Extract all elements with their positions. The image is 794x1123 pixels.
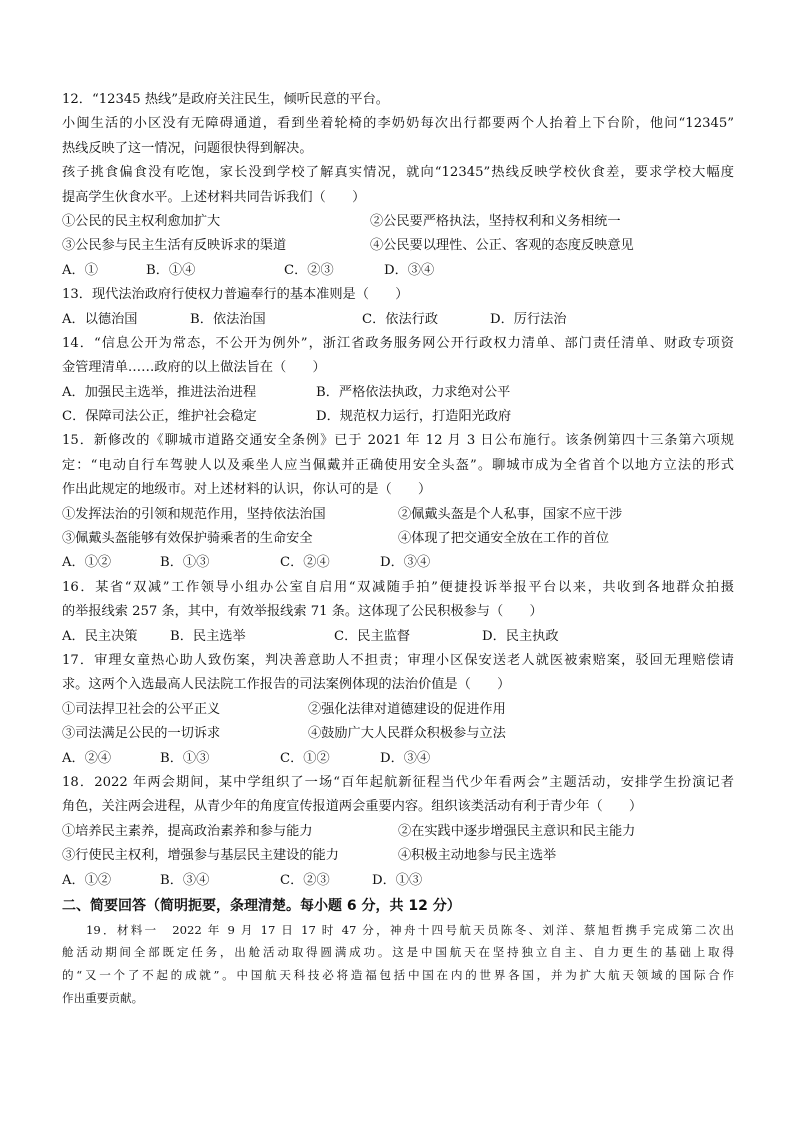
q13-option-a: A．以德治国: [62, 311, 138, 327]
q17-option-d: D．③④: [380, 750, 431, 766]
q12-stem-line: 热线反映了这一情况，问题很快得到解决。: [62, 140, 313, 156]
question-14: [62, 332, 734, 430]
q15-statement-1: ①发挥法治的引领和规范作用，坚持依法治国: [62, 506, 326, 522]
q12-option-c: C．②③: [284, 262, 334, 278]
q18-statement-3: ③行使民主权利，增强参与基层民主建设的能力: [62, 848, 339, 864]
q12-option-d: D．③④: [384, 262, 435, 278]
q15-option-a: A．①②: [62, 555, 112, 571]
q18-statement-1: ①培养民主素养，提高政治素养和参与能力: [62, 823, 313, 839]
q16-option-b: B．民主选举: [170, 628, 246, 644]
q17-option-a: A．②④: [62, 750, 112, 766]
q17-statement-3: ③司法满足公民的一切诉求: [62, 726, 221, 742]
q12-statements-row: [62, 210, 734, 234]
q15-option-b: B．①③: [160, 555, 210, 571]
q12-stem-line: 提高学生伙食水平。上述材料共同告诉我们（ ）: [62, 189, 366, 205]
q18-option-a: A．①②: [62, 872, 112, 888]
q12-option-a: A．①: [62, 262, 98, 278]
q14-option-a: A．加强民主选举，推进法治进程: [62, 384, 257, 400]
q17-option-b: B．①③: [160, 750, 210, 766]
question-12: [62, 88, 734, 283]
q15-statement-3: ③佩戴头盔能够有效保护骑乘者的生命安全: [62, 531, 313, 547]
q19-material-line: 舱活动期间全部既定任务，出舱活动取得圆满成功。这是中国航天在坚持独立自主、自力更生的基础上取得: [62, 945, 734, 960]
q15-stem-line: 作出此规定的地级市。对上述材料的认识，你认可的是（ ）: [62, 482, 432, 498]
q12-statement-2: ②公民要严格执法，坚持权利和义务相统一: [370, 213, 621, 229]
q18-stem-line: 18．2022 年两会期间，某中学组织了一场“百年起航新征程当代少年看两会”主题活动，安排学生扮演记者: [62, 774, 734, 790]
q15-stem-line: 15．新修改的《聊城市道路交通安全条例》已于 2021 年 12 月 3 日公布施行。该条例第四十三条第六项规: [62, 433, 734, 449]
q12-option-b: B．①④: [146, 262, 196, 278]
q14-options-row: [62, 405, 734, 429]
q13-options: [62, 308, 734, 332]
q15-option-c: C．②④: [280, 555, 330, 571]
question-17: [62, 649, 734, 771]
question-19: [62, 919, 734, 1009]
q17-options: [62, 747, 734, 771]
q15-option-d: D．③④: [380, 555, 431, 571]
q18-option-b: B．③④: [160, 872, 210, 888]
q18-statements-row: [62, 844, 734, 868]
q18-option-c: C．②③: [280, 872, 330, 888]
q17-statement-1: ①司法捍卫社会的公平正义: [62, 701, 221, 717]
q17-statement-2: ②强化法律对道德建设的促进作用: [308, 701, 506, 717]
question-13: [62, 283, 734, 332]
q18-statements-row: [62, 820, 734, 844]
q14-option-b: B．严格依法执政，力求绝对公平: [316, 384, 511, 400]
q13-option-c: C．依法行政: [362, 311, 439, 327]
q16-stem-line: 16．某省“双减”工作领导小组办公室自启用“双减随手拍”便捷投诉举报平台以来，共收到各地群众拍摄: [62, 579, 734, 595]
q12-statement-1: ①公民的民主权利愈加扩大: [62, 213, 221, 229]
question-16: [62, 576, 734, 649]
q14-option-d: D．规范权力运行，打造阳光政府: [316, 409, 512, 425]
q15-statement-4: ④体现了把交通安全放在工作的首位: [398, 531, 609, 547]
section-2-heading: 二、简要回答（简明扼要，条理清楚。每小题 6 分，共 12 分）: [62, 897, 461, 914]
q18-statement-4: ④积极主动地参与民主选举: [398, 848, 557, 864]
q16-stem-line: 的举报线索 257 条，其中，有效举报线索 71 条。这体现了公民积极参与（ ）: [62, 604, 543, 620]
q14-stem-line: 14．“信息公开为常态，不公开为例外”，浙江省政务服务网公开行政权力清单、部门责任清单、财政专项资: [62, 335, 734, 351]
q15-stem-line: 定：“电动自行车驾驶人以及乘坐人应当佩戴并正确使用安全头盔”。聊城市成为全省首个以地方立法的形式: [62, 457, 734, 473]
q16-options: [62, 625, 734, 649]
q12-stem-line: 孩子挑食偏食没有吃饱，家长没到学校了解真实情况，就向“12345”热线反映学校伙食差，要求学校大幅度: [62, 165, 734, 181]
q12-options: [62, 259, 734, 283]
q18-option-d: D．①③: [372, 872, 423, 888]
q12-statement-4: ④公民要以理性、公正、客观的态度反映意见: [370, 238, 634, 254]
q16-option-c: C．民主监督: [334, 628, 411, 644]
q17-statement-4: ④鼓励广大人民群众积极参与立法: [308, 726, 506, 742]
q13-stem: 13．现代法治政府行使权力普遍奉行的基本准则是（ ）: [62, 287, 409, 303]
q19-material-line: 作出重要贡献。: [62, 990, 144, 1005]
q17-stem-line: 17．审理女童热心助人致伤案，判决善意助人不担责；审理小区保安送老人就医被索赔案，驳回无理赔偿请: [62, 652, 734, 668]
q12-statement-3: ③公民参与民主生活有反映诉求的渠道: [62, 238, 287, 254]
q17-option-c: C．①②: [280, 750, 330, 766]
q12-statements-row: [62, 234, 734, 258]
q15-statements-row: [62, 527, 734, 551]
q16-option-a: A．民主决策: [62, 628, 138, 644]
q14-option-c: C．保障司法公正，维护社会稳定: [62, 409, 257, 425]
q18-statement-2: ②在实践中逐步增强民主意识和民主能力: [398, 823, 636, 839]
q17-stem-line: 求。这两个入选最高人民法院工作报告的司法案例体现的法治价值是（ ）: [62, 677, 511, 693]
q12-stem-line: 12．“12345 热线”是政府关注民生，倾听民意的平台。: [62, 92, 389, 107]
question-15: [62, 429, 734, 575]
q16-option-d: D．民主执政: [482, 628, 559, 644]
q18-options: [62, 869, 734, 893]
q17-statements-row: [62, 722, 734, 746]
q19-material-line: 的“又一个了不起的成就”。中国航天科技必将造福包括中国在内的世界各国，并为扩大航天领域的国际合作: [62, 968, 734, 983]
q19-material-line: 19．材料一 2022 年 9 月 17 日 17 时 47 分，神舟十四号航天员陈冬、刘洋、蔡旭哲携手完成第二次出: [86, 922, 734, 937]
question-18: [62, 771, 734, 893]
q18-stem-line: 角色，关注两会进程，从青少年的角度宣传报道两会重要内容。组织该类活动有利于青少年（ ）: [62, 799, 643, 815]
q13-option-b: B．依法治国: [190, 311, 266, 327]
q15-statements-row: [62, 503, 734, 527]
q14-stem-line: 金管理清单……政府的以上做法旨在（ ）: [62, 360, 326, 376]
q12-stem-line: 小闽生活的小区没有无障碍通道，看到坐着轮椅的李奶奶每次出行都要两个人抬着上下台阶，他问“12345”: [62, 116, 734, 132]
q14-options-row: [62, 381, 734, 405]
q17-statements-row: [62, 698, 734, 722]
q13-option-d: D．厉行法治: [490, 311, 567, 327]
q15-options: [62, 551, 734, 575]
q15-statement-2: ②佩戴头盔是个人私事，国家不应干涉: [398, 506, 623, 522]
exam-page: [62, 88, 734, 1009]
